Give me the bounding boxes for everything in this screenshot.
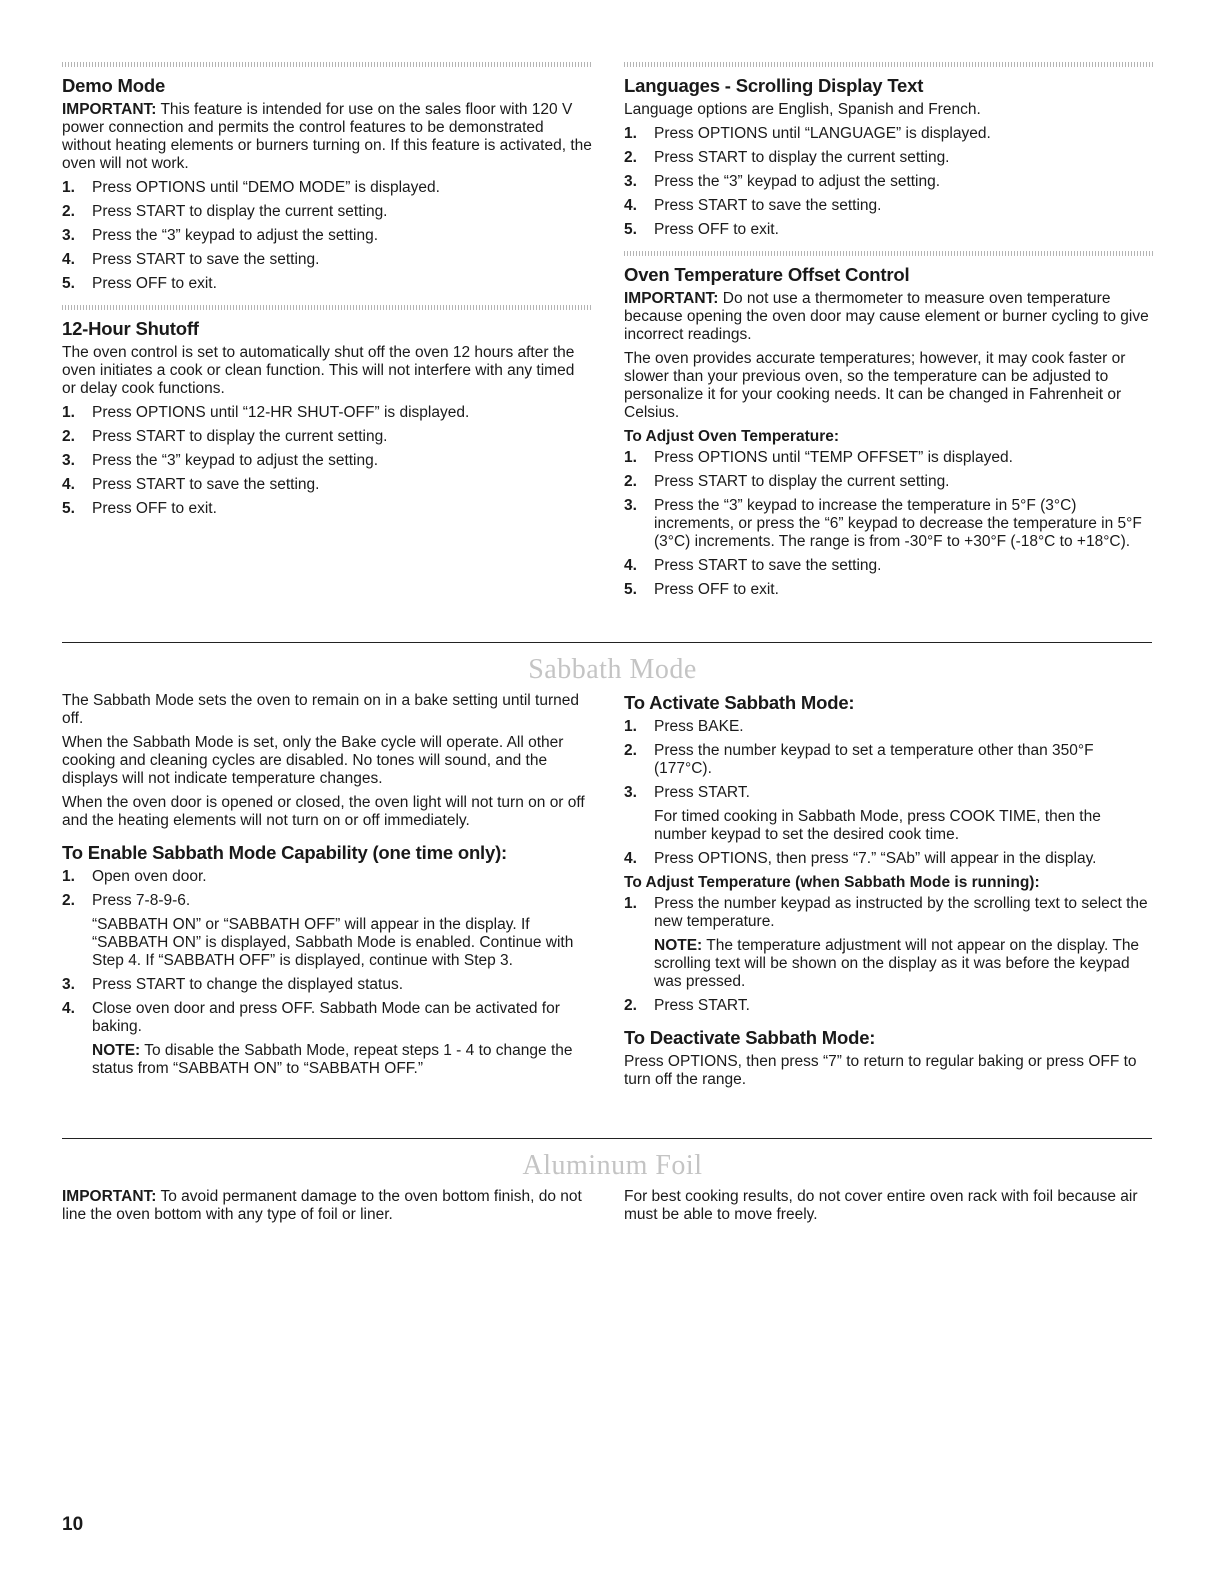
section-divider [62,1138,1152,1139]
step-text: Press the “3” keypad to adjust the setting. [92,227,379,244]
activate-sabbath-steps [624,718,1154,868]
step-text: Press OPTIONS until “TEMP OFFSET” is displayed. [654,449,1013,466]
step-text: Press START to display the current setting. [654,473,950,490]
list-item [62,500,592,518]
list-item [62,476,592,494]
note-label: NOTE: [92,1042,141,1059]
step-number: 5. [624,581,637,598]
step-text: Open oven door. [92,868,207,885]
step-number: 3. [624,173,637,190]
step-number: 2. [62,892,75,909]
list-item [62,976,592,994]
step-text: Press the number keypad as instructed by the scrolling text to select the new temperature. [654,895,1148,930]
list-item [62,428,592,446]
step-number: 3. [62,976,75,993]
sabbath-paragraph: The Sabbath Mode sets the oven to remain on in a bake setting until turned off. [62,692,579,727]
offset-steps [624,449,1154,599]
step-number: 3. [624,497,637,514]
step-text: Press START to display the current setting. [654,149,950,166]
sabbath-paragraph: When the oven door is opened or closed, the oven light will not turn on or off and the heating elements will not turn on or off immediately. [62,794,585,829]
step-number: 1. [624,449,637,466]
step-number: 1. [624,895,637,912]
list-item [62,1000,592,1078]
step-number: 5. [62,275,75,292]
step-number: 1. [62,868,75,885]
step-text: Press START to change the displayed status. [92,976,404,993]
step-note [654,937,1154,991]
note-text: To disable the Sabbath Mode, repeat steps 1 - 4 to change the status from “SABBATH ON” to “SABBATH OFF.” [92,1042,573,1077]
step-number: 5. [62,500,75,517]
step-text: Press 7-8-9-6. [92,892,191,909]
foil-tip: For best cooking results, do not cover entire oven rack with foil because air must be able to move freely. [624,1188,1138,1223]
offset-heading: Oven Temperature Offset Control [624,264,910,285]
step-number: 2. [624,742,637,759]
step-text: Press BAKE. [654,718,744,735]
step-number: 1. [62,404,75,421]
list-item [624,718,1154,736]
list-item [624,221,1154,239]
demo-mode-important [62,101,592,173]
step-number: 3. [62,227,75,244]
step-text: Press the “3” keypad to adjust the setting. [92,452,379,469]
list-item [624,997,1154,1015]
step-text: Press START to display the current setting. [92,428,388,445]
sabbath-paragraph: When the Sabbath Mode is set, only the Bake cycle will operate. All other cooking and cleaning cycles are disabled. No tones will sound, and the displays will not indicate temperature changes. [62,734,564,787]
demo-mode-steps [62,179,592,293]
step-text: Press OFF to exit. [92,500,217,517]
note-text: The temperature adjustment will not appear on the display. The scrolling text will be shown on the display as it was before the keypad was pressed. [654,937,1140,990]
dotted-divider [62,305,592,310]
step-note [92,1042,592,1078]
step-text: Press the “3” keypad to increase the temperature in 5°F (3°C) increments, or press the “6” keypad to decrease the temperature in 5°F (3°C) increments. The range is from -30°F to +30°F (-18°C to +18°C). [654,497,1142,550]
step-text: Press the “3” keypad to adjust the setting. [654,173,941,190]
step-text: Press START to save the setting. [92,476,320,493]
step-number: 1. [624,125,637,142]
step-number: 1. [624,718,637,735]
list-item [624,197,1154,215]
important-label: IMPORTANT: [624,290,719,307]
list-item [62,892,592,970]
list-item [62,404,592,422]
right-top-column [624,62,1154,605]
list-item [62,203,592,221]
note-label: NOTE: [654,937,703,954]
step-text: Press the number keypad to set a temperature other than 350°F (177°C). [654,742,1094,777]
section-divider [62,642,1152,643]
list-item [62,275,592,293]
list-item [624,784,1154,844]
deactivate-sabbath-heading: To Deactivate Sabbath Mode: [624,1027,876,1048]
list-item [624,473,1154,491]
step-number: 3. [624,784,637,801]
sabbath-section-title: Sabbath Mode [528,654,697,685]
step-number: 3. [62,452,75,469]
step-number: 2. [624,149,637,166]
list-item [624,173,1154,191]
foil-section-title: Aluminum Foil [522,1150,703,1181]
left-top-column [62,62,592,524]
list-item [624,557,1154,575]
important-text: This feature is intended for use on the sales floor with 120 V power connection and permits the control features to be demonstrated without heating elements or burners turning on. If this feature is activated, the oven will not work. [62,101,592,172]
list-item [624,497,1154,551]
important-text: Do not use a thermometer to measure oven temperature because opening the oven door may cause element or burner cycling to give incorrect readings. [624,290,1149,343]
step-text: Press OFF to exit. [92,275,217,292]
foil-left-column [62,1188,592,1230]
step-number: 4. [62,251,75,268]
step-text: Press OPTIONS, then press “7.” “SAb” will appear in the display. [654,850,1097,867]
list-item [624,895,1154,991]
list-item [624,850,1154,868]
step-number: 4. [62,1000,75,1017]
step-text: Press START to save the setting. [92,251,320,268]
offset-paragraph: The oven provides accurate temperatures; however, it may cook faster or slower than your previous oven, so the temperature can be adjusted to personalize it for your cooking needs. It can be changed in Fahrenheit or Celsius. [624,350,1126,421]
languages-intro: Language options are English, Spanish and French. [624,101,981,118]
sabbath-left-column [62,692,592,1084]
step-text: Press OPTIONS until “12-HR SHUT-OFF” is displayed. [92,404,470,421]
demo-mode-heading: Demo Mode [62,75,166,96]
step-number: 4. [62,476,75,493]
step-detail: For timed cooking in Sabbath Mode, press COOK TIME, then the number keypad to set the desired cook time. [654,808,1101,843]
step-text: Press OFF to exit. [654,221,779,238]
shutoff-intro: The oven control is set to automatically shut off the oven 12 hours after the oven initiates a cook or clean function. This will not interfere with any timed or delay cook functions. [62,344,575,397]
step-text: Press OPTIONS until “DEMO MODE” is displayed. [92,179,440,196]
languages-heading: Languages - Scrolling Display Text [624,75,924,96]
languages-steps [624,125,1154,239]
step-text: Press START to save the setting. [654,197,882,214]
list-item [62,452,592,470]
page-number: 10 [62,1514,84,1535]
step-detail: “SABBATH ON” or “SABBATH OFF” will appear in the display. If “SABBATH ON” is displayed, Sabbath Mode is enabled. Continue with Step 4. If “SABBATH OFF” is displayed, continue with Step 3. [92,916,574,969]
enable-sabbath-heading: To Enable Sabbath Mode Capability (one time only): [62,842,507,863]
offset-important [624,290,1154,344]
important-label: IMPORTANT: [62,101,157,118]
enable-sabbath-steps [62,868,592,1078]
list-item [624,125,1154,143]
step-number: 5. [624,221,637,238]
list-item [62,251,592,269]
dotted-divider [62,62,592,67]
step-text: Press OPTIONS until “LANGUAGE” is displayed. [654,125,991,142]
list-item [62,227,592,245]
step-text: Press START. [654,784,750,801]
list-item [624,449,1154,467]
list-item [624,149,1154,167]
adjust-temperature-steps [624,895,1154,1015]
step-number: 1. [62,179,75,196]
list-item [624,581,1154,599]
step-number: 2. [624,997,637,1014]
activate-sabbath-heading: To Activate Sabbath Mode: [624,692,855,713]
sabbath-right-column [624,692,1154,1095]
step-number: 4. [624,850,637,867]
step-number: 2. [62,203,75,220]
adjust-temperature-heading: To Adjust Temperature (when Sabbath Mode is running): [624,874,1040,891]
deactivate-sabbath-text: Press OPTIONS, then press “7” to return to regular baking or press OFF to turn off the range. [624,1053,1137,1088]
step-number: 4. [624,197,637,214]
important-text: To avoid permanent damage to the oven bottom finish, do not line the oven bottom with any type of foil or liner. [62,1188,582,1223]
foil-right-column [624,1188,1154,1230]
list-item [62,179,592,197]
foil-important [62,1188,592,1224]
step-number: 2. [62,428,75,445]
step-number: 2. [624,473,637,490]
step-text: Press START. [654,997,750,1014]
step-text: Press OFF to exit. [654,581,779,598]
dotted-divider [624,62,1154,67]
important-label: IMPORTANT: [62,1188,157,1205]
step-number: 4. [624,557,637,574]
step-text: Press START to display the current setting. [92,203,388,220]
dotted-divider [624,251,1154,256]
list-item [62,868,592,886]
step-text: Press START to save the setting. [654,557,882,574]
shutoff-steps [62,404,592,518]
shutoff-heading: 12-Hour Shutoff [62,318,199,339]
offset-subheading: To Adjust Oven Temperature: [624,428,840,445]
list-item [624,742,1154,778]
step-text: Close oven door and press OFF. Sabbath Mode can be activated for baking. [92,1000,560,1035]
